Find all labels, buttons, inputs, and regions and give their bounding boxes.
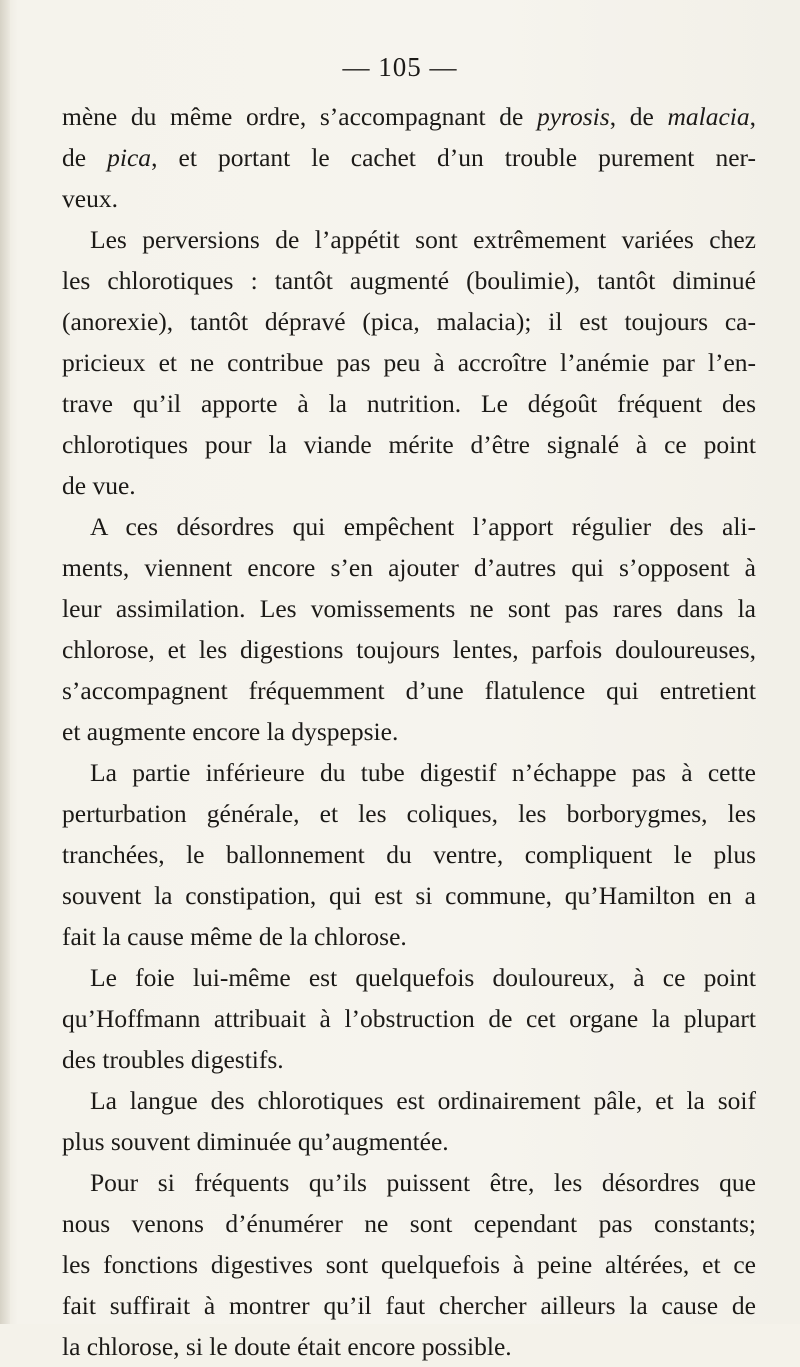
page-binding-edge xyxy=(0,0,10,1324)
text-line: plus souvent diminuée qu’augmentée. xyxy=(62,1127,449,1156)
text-line: veux. xyxy=(62,184,118,213)
text-line: la chlorose, si le doute était encore possible. xyxy=(62,1332,512,1361)
text-line xyxy=(62,137,756,178)
text-line: fait la cause même de la chlorose. xyxy=(62,922,407,951)
text-line: chlorotiques pour la viande mérite d’être signalé à ce point xyxy=(62,430,756,459)
text-line: chlorose, et les digestions toujours lentes, parfois douloureuses, xyxy=(62,635,756,664)
text-line: leur assimilation. Les vomissements ne sont pas rares dans la xyxy=(62,594,756,623)
text-line xyxy=(62,96,756,137)
text-line: souvent la constipation, qui est si commune, qu’Hamilton en a xyxy=(62,881,756,910)
text-segment: mène du même ordre, s’accompagnant de xyxy=(62,102,537,131)
body-text xyxy=(62,96,756,1367)
text-line: pricieux et ne contribue pas peu à accroître l’anémie par l’en- xyxy=(62,348,756,377)
text-line: La langue des chlorotiques est ordinairement pâle, et la soif xyxy=(90,1086,756,1115)
text-line: ments, viennent encore s’en ajouter d’autres qui s’opposent à xyxy=(62,553,756,582)
text-segment: , et portant le cachet d’un trouble purement ner- xyxy=(151,143,756,172)
text-line: Pour si fréquents qu’ils puissent être, les désordres que xyxy=(90,1168,756,1197)
text-line: Les perversions de l’appétit sont extrêmement variées chez xyxy=(90,225,756,254)
text-line: La partie inférieure du tube digestif n’échappe pas à cette xyxy=(90,758,756,787)
text-line: tranchées, le ballonnement du ventre, compliquent le plus xyxy=(62,840,756,869)
text-line: et augmente encore la dyspepsie. xyxy=(62,717,399,746)
text-line: Le foie lui-même est quelquefois douloureux, à ce point xyxy=(90,963,756,992)
text-segment: , de xyxy=(609,102,668,131)
text-line: fait suffirait à montrer qu’il faut chercher ailleurs la cause de xyxy=(62,1291,756,1320)
italic-term: pyrosis xyxy=(536,102,610,131)
text-line: des troubles digestifs. xyxy=(62,1045,284,1074)
italic-term: pica xyxy=(107,143,152,172)
text-line: perturbation générale, et les coliques, les borborygmes, les xyxy=(62,799,756,828)
text-segment: , xyxy=(749,102,756,131)
text-line: nous venons d’énumérer ne sont cependant pas constants; xyxy=(62,1209,756,1238)
page-number-header: — 105 — xyxy=(342,52,458,82)
italic-term: malacia xyxy=(667,102,750,131)
text-line: s’accompagnent fréquemment d’une flatulence qui entretient xyxy=(62,676,756,705)
text-line: trave qu’il apporte à la nutrition. Le dégoût fréquent des xyxy=(62,389,756,418)
text-line: A ces désordres qui empêchent l’apport régulier des ali- xyxy=(90,512,756,541)
text-line: (anorexie), tantôt dépravé (pica, malacia); il est toujours ca- xyxy=(62,307,756,336)
text-line: de vue. xyxy=(62,471,136,500)
text-line: qu’Hoffmann attribuait à l’obstruction de cet organe la plupart xyxy=(62,1004,756,1033)
text-segment: de xyxy=(62,143,108,172)
text-line: les chlorotiques : tantôt augmenté (boulimie), tantôt diminué xyxy=(62,266,756,295)
text-line: les fonctions digestives sont quelquefois à peine altérées, et ce xyxy=(62,1250,756,1279)
